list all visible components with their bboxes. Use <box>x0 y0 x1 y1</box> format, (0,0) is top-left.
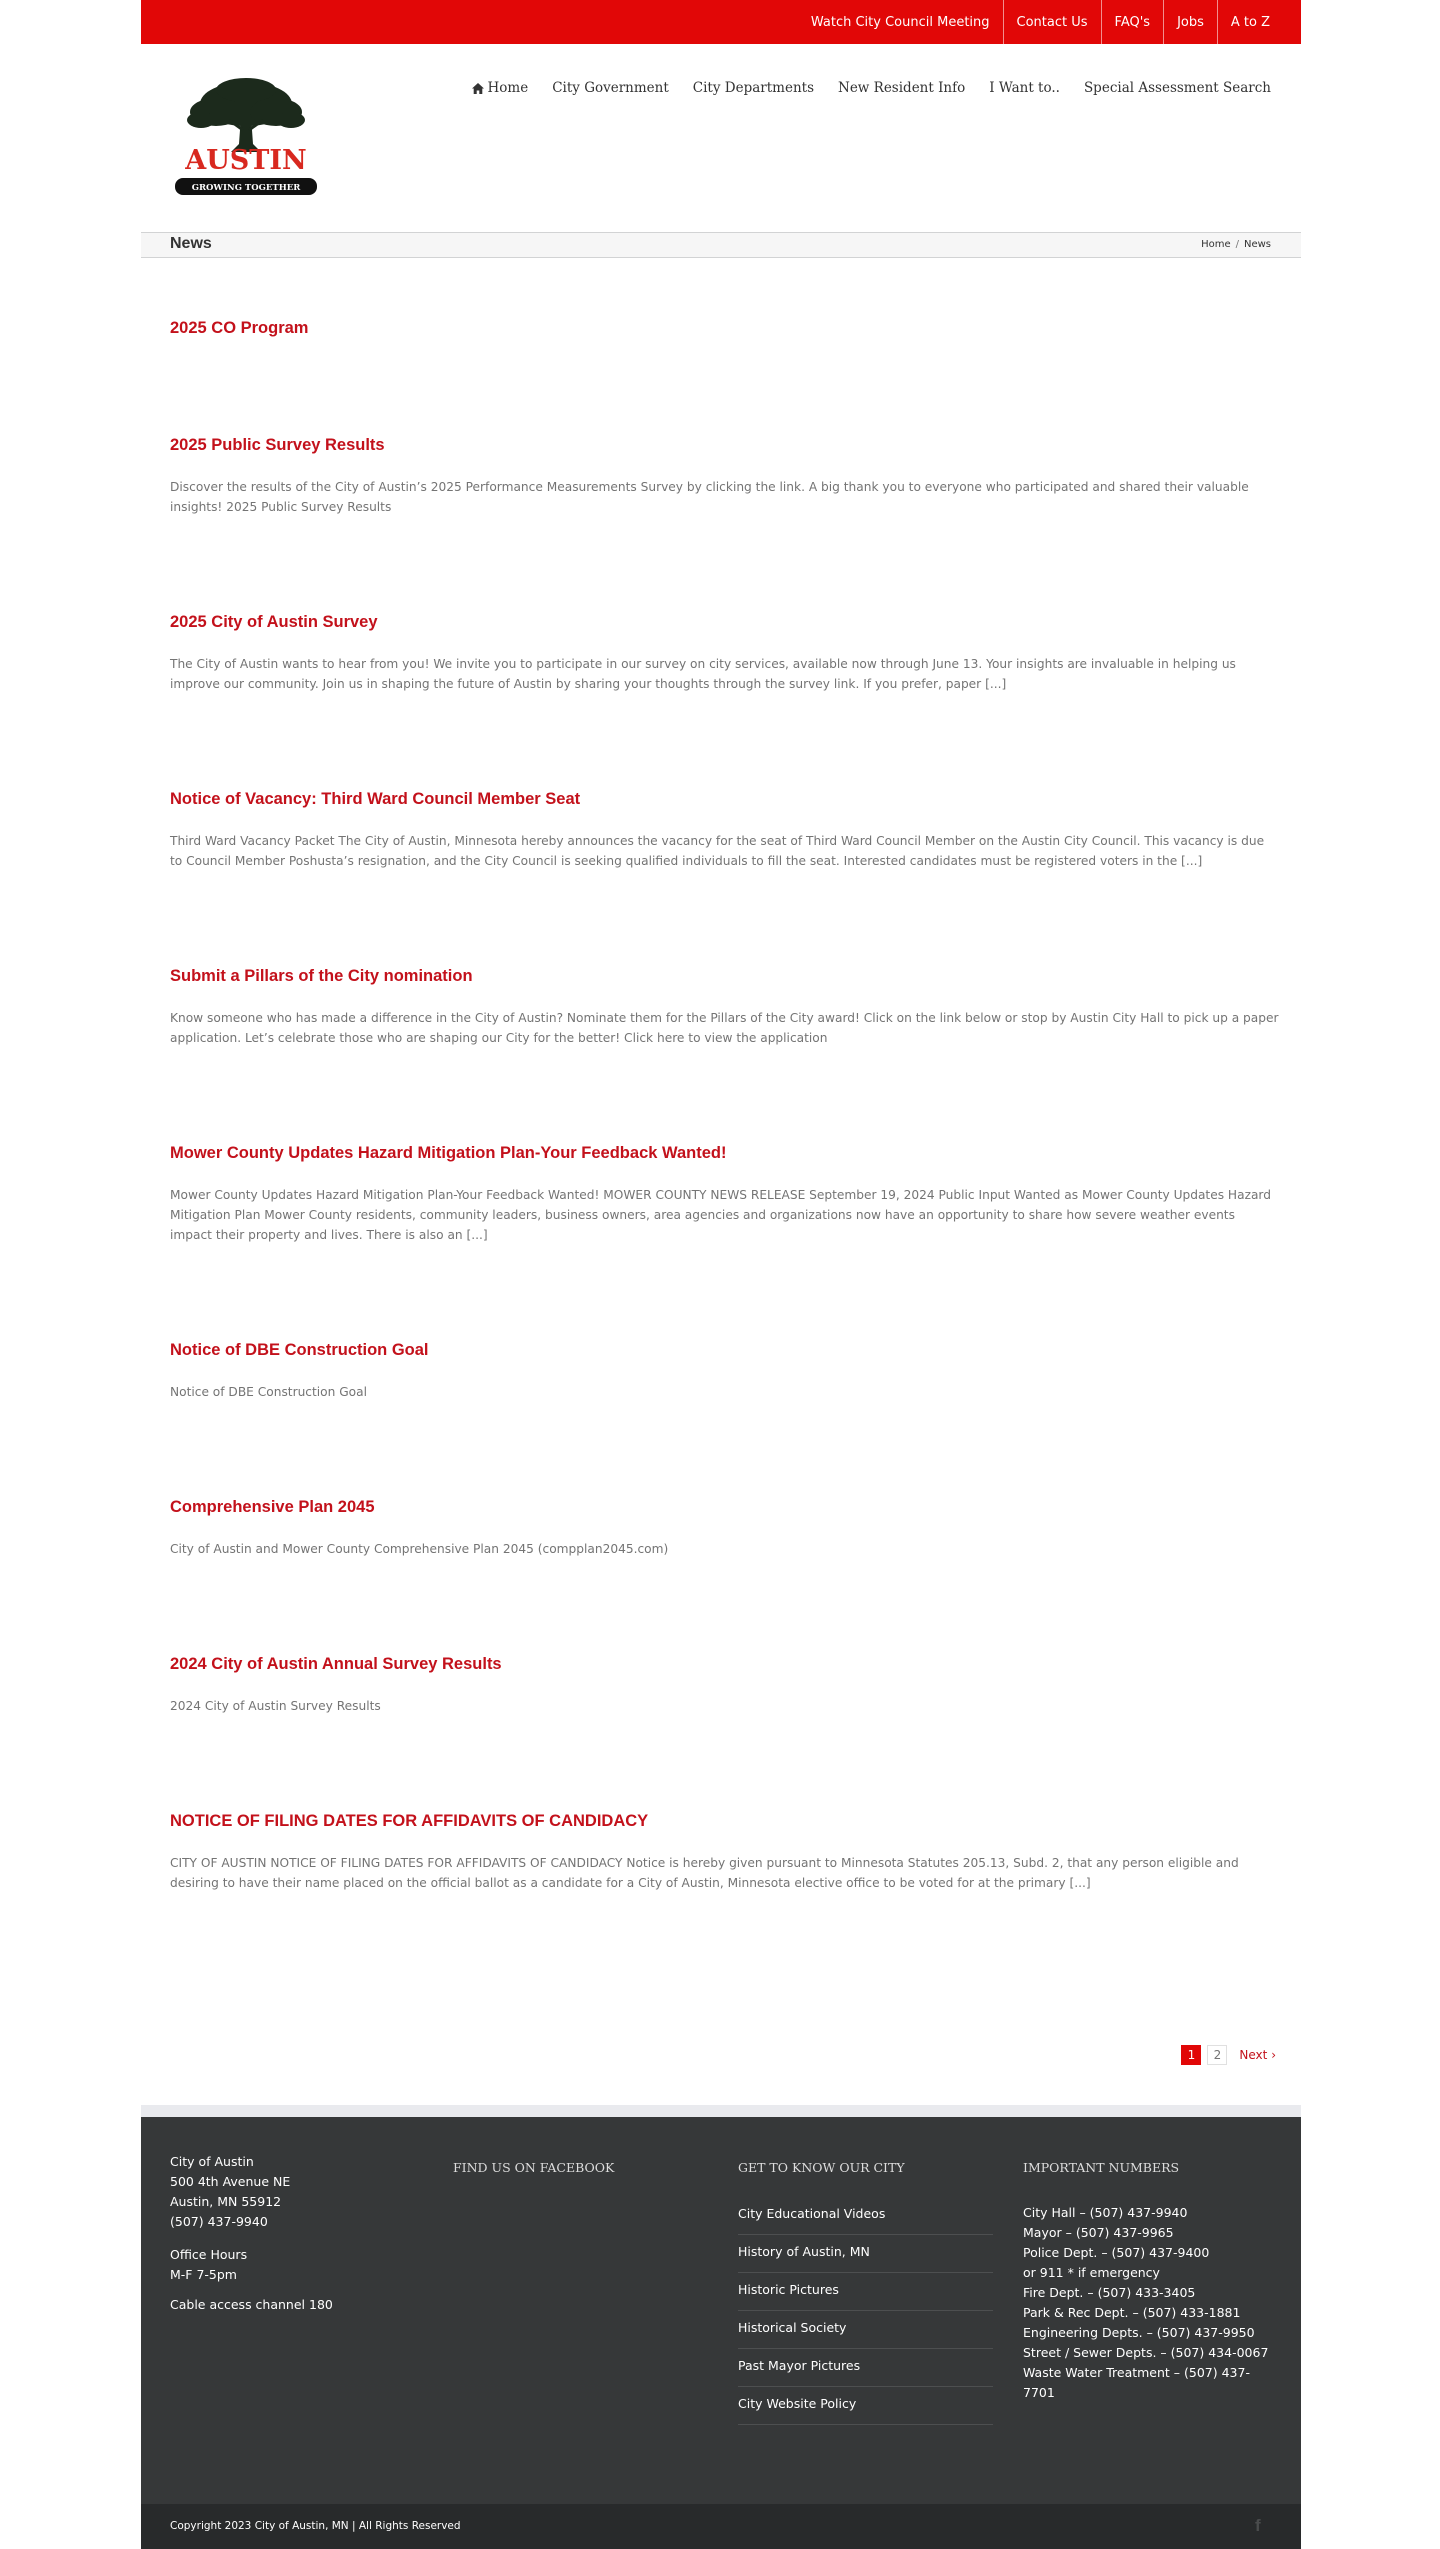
post-excerpt: Know someone who has made a difference in the City of Austin? Nominate them for the Pillars of the City award! Click on the link below or stop by Austin City Hall to pick up a paper application. Let’s celebrate those who are shaping our City for the better! Click here to view the application <box>170 1011 1279 1045</box>
footer-hours: M-F 7-5pm <box>170 2267 237 2282</box>
news-post <box>170 1341 1280 1402</box>
news-post <box>170 790 1280 871</box>
footer-phone: (507) 437-9940 <box>170 2214 268 2229</box>
post-excerpt: CITY OF AUSTIN NOTICE OF FILING DATES FOR AFFIDAVITS OF CANDIDACY Notice is hereby given pursuant to Minnesota Statutes 205.13, Subd. 2, that any person eligible and desiring to have their name placed on the official ballot as a candidate for a City of Austin, Minnesota elective office to be voted for at the primary [...] <box>170 1856 1239 1890</box>
footer-hours-label: Office Hours <box>170 2247 248 2262</box>
footer-know-links <box>738 2197 993 2425</box>
news-post <box>170 967 1280 1048</box>
nav-city-government[interactable]: City Government <box>552 80 669 96</box>
footer-know-heading: GET TO KNOW OUR CITY <box>738 2160 905 2175</box>
post-title[interactable]: 2025 City of Austin Survey <box>170 613 378 631</box>
next-page-link[interactable] <box>1239 2048 1276 2062</box>
page-1-button[interactable]: 1 <box>1181 2045 1201 2065</box>
post-title[interactable]: Submit a Pillars of the City nomination <box>170 967 473 985</box>
post-excerpt: City of Austin and Mower County Comprehensive Plan 2045 (compplan2045.com) <box>170 1542 669 1556</box>
number-fire: Fire Dept. – (507) 433-3405 <box>1023 2285 1196 2300</box>
footer-cable: Cable access channel 180 <box>170 2297 333 2312</box>
post-title[interactable]: 2025 Public Survey Results <box>170 436 385 454</box>
number-engineering: Engineering Depts. – (507) 437-9950 <box>1023 2325 1255 2340</box>
footer-link-website-policy[interactable]: City Website Policy <box>738 2387 993 2425</box>
post-excerpt: Notice of DBE Construction Goal <box>170 1385 367 1399</box>
news-post <box>170 613 1280 694</box>
news-post <box>170 319 1280 338</box>
nav-special-assessment-search[interactable]: Special Assessment Search <box>1083 80 1271 96</box>
number-park-rec: Park & Rec Dept. – (507) 433-1881 <box>1023 2305 1241 2320</box>
copyright-text: Copyright 2023 City of Austin, MN | All Rights Reserved <box>170 2520 461 2532</box>
news-post <box>170 1498 1280 1559</box>
footer-separator <box>141 2105 1301 2117</box>
post-title[interactable]: NOTICE OF FILING DATES FOR AFFIDAVITS OF CANDIDACY <box>170 1812 649 1830</box>
number-mayor: Mayor – (507) 437-9965 <box>1023 2225 1174 2240</box>
footer-city-name: City of Austin <box>170 2154 254 2169</box>
footer-know-city <box>738 2160 993 2425</box>
number-police: Police Dept. – (507) 437-9400 <box>1023 2245 1210 2260</box>
svg-text:AUSTIN: AUSTIN <box>185 145 307 176</box>
page-title-bar <box>141 232 1301 258</box>
nav-i-want-to[interactable]: I Want to.. <box>989 80 1060 96</box>
number-city-hall: City Hall – (507) 437-9940 <box>1023 2205 1188 2220</box>
home-icon <box>472 83 484 94</box>
page-title: News <box>170 235 212 252</box>
news-post <box>170 436 1280 517</box>
number-waste-water: Waste Water Treatment – (507) 437-7701 <box>1023 2365 1250 2400</box>
nav-city-departments[interactable]: City Departments <box>692 80 814 96</box>
site-footer <box>141 2117 1301 2504</box>
number-emergency: or 911 * if emergency <box>1023 2265 1160 2280</box>
footer-facebook <box>453 2160 708 2203</box>
footer-link-historical-society[interactable]: Historical Society <box>738 2311 993 2349</box>
post-excerpt: Discover the results of the City of Austin’s 2025 Performance Measurements Survey by clicking the link. A big thank you to everyone who participated and shared their valuable insights! 2025 Public Survey Results <box>170 480 1249 514</box>
nav-home[interactable] <box>460 80 541 96</box>
post-excerpt: Third Ward Vacancy Packet The City of Austin, Minnesota hereby announces the vacancy for the seat of Third Ward Council Member on the Austin City Council. This vacancy is due to Council Member Poshusta’s resignation, and the City Council is seeking qualified individuals to fill the seat. Interested candidates must be registered voters in the [...] <box>170 834 1265 868</box>
page-2-button[interactable]: 2 <box>1207 2045 1227 2065</box>
breadcrumb-home[interactable]: Home <box>1201 239 1231 250</box>
pagination <box>1181 2045 1276 2065</box>
nav-new-resident-info[interactable]: New Resident Info <box>838 80 966 96</box>
footer-important-numbers <box>1023 2160 1278 2403</box>
news-post <box>170 1144 1280 1245</box>
post-title[interactable]: 2024 City of Austin Annual Survey Results <box>170 1655 502 1673</box>
chevron-right-icon: › <box>1271 2048 1276 2062</box>
site-header <box>141 44 1301 232</box>
top-menu <box>141 0 1283 44</box>
post-excerpt: Mower County Updates Hazard Mitigation Plan-Your Feedback Wanted! MOWER COUNTY NEWS RELEASE September 19, 2024 Public Input Wanted as Mower County Updates Hazard Mitigation Plan Mower County residents, community leaders, business owners, area agencies and organizations now have an opportunity to share how severe weather events impact their property and lives. There is also an [...] <box>170 1188 1271 1242</box>
footer-street: 500 4th Avenue NE <box>170 2174 291 2189</box>
top-menu-a-to-z[interactable]: A to Z <box>1217 0 1283 44</box>
post-title[interactable]: Notice of DBE Construction Goal <box>170 1341 429 1359</box>
top-menu-jobs[interactable]: Jobs <box>1163 0 1217 44</box>
post-title[interactable]: 2025 CO Program <box>170 319 309 337</box>
footer-link-past-mayor-pictures[interactable]: Past Mayor Pictures <box>738 2349 993 2387</box>
austin-logo[interactable] <box>171 74 321 202</box>
post-excerpt: The City of Austin wants to hear from you! We invite you to participate in our survey on city services, available now through June 13. Your insights are invaluable in helping us improve our community. Join us in shaping the future of Austin by sharing your thoughts through the survey link. If you prefer, paper [...] <box>170 657 1236 691</box>
footer-city-zip: Austin, MN 55912 <box>170 2194 282 2209</box>
svg-text:GROWING TOGETHER: GROWING TOGETHER <box>191 183 301 193</box>
footer-facebook-heading: FIND US ON FACEBOOK <box>453 2160 615 2175</box>
breadcrumb-current: News <box>1243 239 1271 250</box>
footer-numbers-heading: IMPORTANT NUMBERS <box>1023 2160 1180 2175</box>
top-bar <box>141 0 1301 44</box>
top-menu-faqs[interactable]: FAQ's <box>1101 0 1164 44</box>
footer-link-educational-videos[interactable]: City Educational Videos <box>738 2197 993 2235</box>
footer-address <box>170 2152 425 2315</box>
news-post <box>170 1655 1280 1716</box>
breadcrumb <box>1201 239 1271 250</box>
news-post <box>170 1812 1280 1893</box>
post-title[interactable]: Mower County Updates Hazard Mitigation Plan-Your Feedback Wanted! <box>170 1144 727 1162</box>
tree-logo-icon <box>171 74 321 202</box>
copyright-bar <box>141 2504 1301 2549</box>
number-street-sewer: Street / Sewer Depts. – (507) 434-0067 <box>1023 2345 1269 2360</box>
footer-link-history[interactable]: History of Austin, MN <box>738 2235 993 2273</box>
footer-link-historic-pictures[interactable]: Historic Pictures <box>738 2273 993 2311</box>
facebook-icon[interactable]: f <box>1255 2516 1261 2535</box>
top-menu-contact-us[interactable]: Contact Us <box>1003 0 1101 44</box>
breadcrumb-separator: / <box>1235 239 1239 250</box>
post-title[interactable]: Comprehensive Plan 2045 <box>170 1498 375 1516</box>
top-menu-watch-council[interactable]: Watch City Council Meeting <box>810 14 990 30</box>
post-title[interactable]: Notice of Vacancy: Third Ward Council Member Seat <box>170 790 581 808</box>
post-excerpt: 2024 City of Austin Survey Results <box>170 1699 381 1713</box>
next-page-label: Next <box>1239 2048 1268 2062</box>
nav-home-label: Home <box>487 80 529 96</box>
main-nav <box>460 80 1272 96</box>
